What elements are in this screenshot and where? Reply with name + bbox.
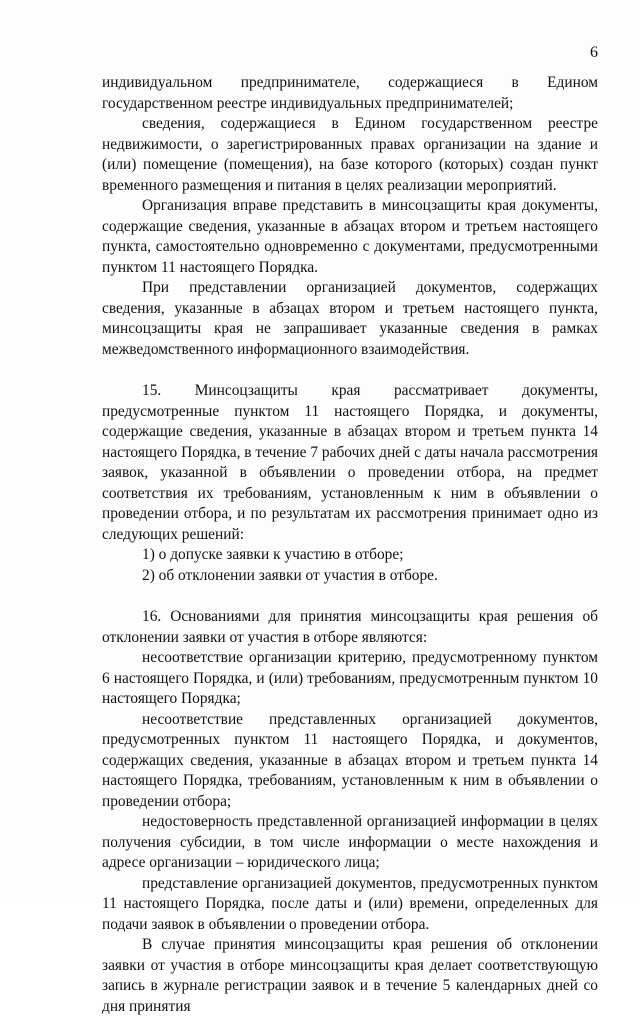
decision-item-1: 1) о допуске заявки к участию в отборе;: [142, 546, 404, 563]
ground-false-information: недостоверность представленной организацией информации в целях получения субсидии, в том числе информации о месте нахождения и адресе организации – юридического лица;: [102, 813, 598, 871]
section-gap: [102, 586, 598, 607]
section-gap: [102, 360, 598, 381]
paragraph-no-request: При представлении организацией документов, содержащих сведения, указанные в абзацах втором и третьем настоящего пункта, минсоцзащиты края не запрашивает указанные сведения в рамках межведомственного информационного взаимодействия.: [102, 279, 598, 358]
document-body: [102, 73, 598, 1017]
paragraph-continuation: индивидуальном предпринимателе, содержащиеся в Едином государственном реестре индивидуальных предпринимателей;: [102, 74, 598, 112]
paragraph-section-15: 15. Минсоцзащиты края рассматривает документы, предусмотренные пунктом 11 настоящего Порядка, и документы, содержащие сведения, указанные в абзацах втором и третьем пункта 14 настоящего Порядка, в течение 7 рабочих дней с даты начала рассмотрения заявок, указанной в объявлении о проведении отбора, на предмет соответствия их требованиям, установленным к ним в объявлении о проведении отбора, и по результатам их рассмотрения принимает одно из следующих решений:: [102, 382, 598, 543]
paragraph-section-16: 16. Основаниями для принятия минсоцзащиты края решения об отклонении заявки от участия в отборе являются:: [102, 608, 598, 646]
page-number: 6: [590, 44, 598, 61]
ground-criteria-mismatch: несоответствие организации критерию, предусмотренному пунктом 6 настоящего Порядка, и (или) требованиям, предусмотренным пунктом 10 настоящего Порядка;: [102, 649, 598, 707]
decision-item-2: 2) об отклонении заявки от участия в отборе.: [142, 566, 438, 584]
ground-late-submission: представление организацией документов, предусмотренных пунктом 11 настоящего Порядка, после даты и (или) времени, определенных для подачи заявок в объявлении о проведении отбора.: [102, 874, 598, 933]
paragraph-organization-right: Организация вправе представить в минсоцзащиты края документы, содержащие сведения, указанные в абзацах втором и третьем настоящего пункта, самостоятельно одновременно с документами, предусмотренными пунктом 11 настоящего Порядка.: [102, 197, 598, 276]
paragraph-real-estate-info: сведения, содержащиеся в Едином государственном реестре недвижимости, о зарегистрированных правах организации на здание и (или) помещение (помещения), на базе которого (которых) создан пункт временного размещения и питания в целях реализации мероприятий.: [102, 115, 598, 194]
ground-documents-mismatch: несоответствие представленных организацией документов, предусмотренных пунктом 11 настоящего Порядка, и документов, содержащих сведения, указанные в абзацах втором и третьем пункта 14 настоящего Порядка, требованиям, установленным к ним в объявлении о проведении отбора;: [102, 710, 598, 810]
paragraph-rejection-procedure: В случае принятия минсоцзащиты края решения об отклонении заявки от участия в отборе минсоцзащиты края делает соответствующую запись в журнале регистрации заявок и в течение 5 календарных дней со дня принятия: [102, 936, 598, 1015]
